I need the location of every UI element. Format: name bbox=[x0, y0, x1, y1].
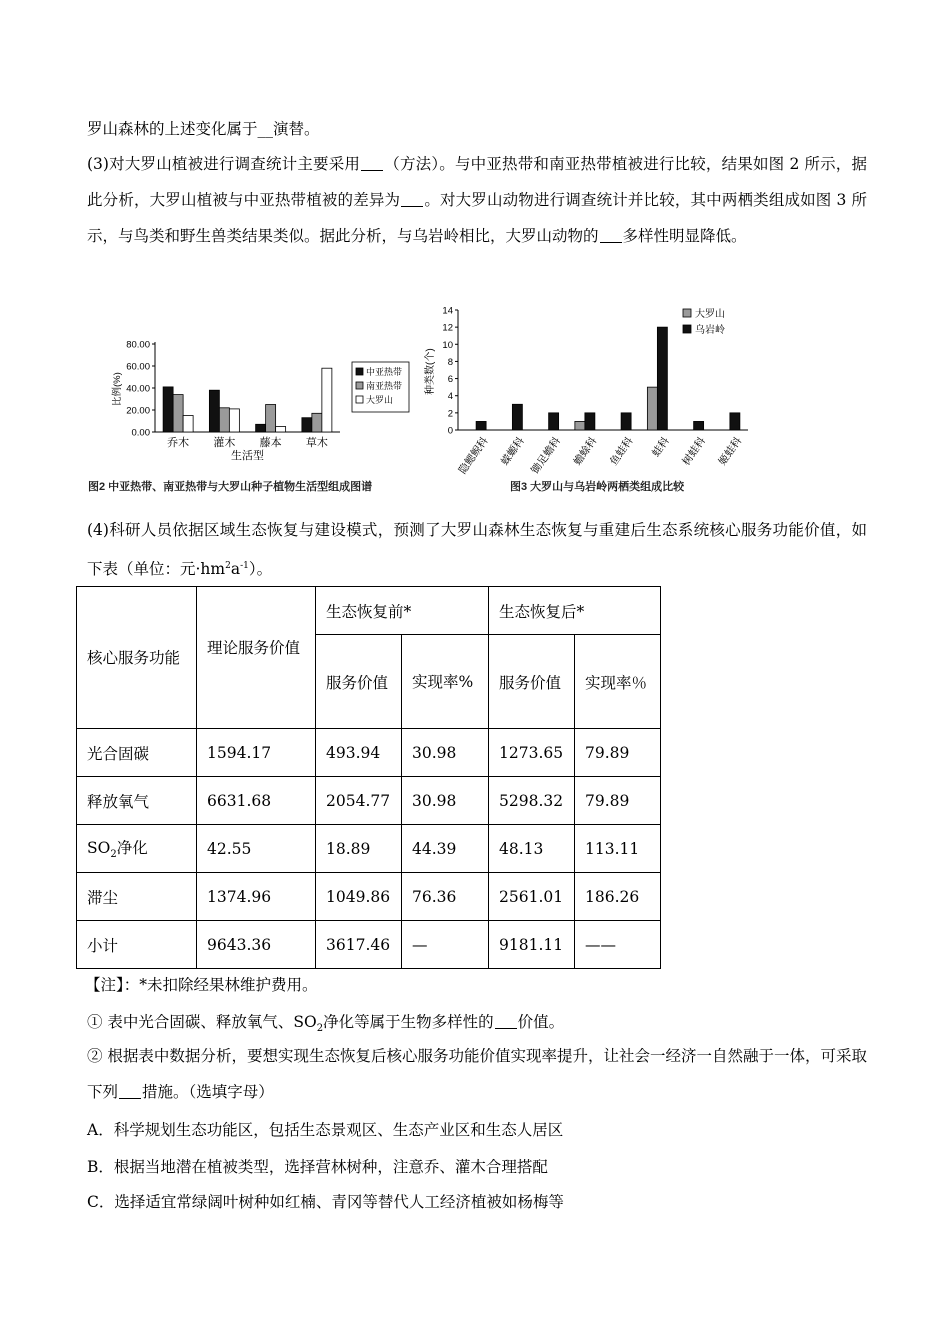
figure-2-chart bbox=[80, 325, 420, 500]
x-tick-label: 蟾蜍科 bbox=[571, 435, 600, 468]
header-service-value-before: 服务价值 bbox=[316, 635, 402, 729]
x-tick-label: 蝾螈科 bbox=[498, 435, 527, 468]
legend-label: 乌岩岭 bbox=[695, 325, 725, 336]
x-tick-label: 蛙科 bbox=[649, 435, 672, 460]
x-tick-label: 姬蛙科 bbox=[716, 435, 745, 468]
answer-blank[interactable] bbox=[119, 1084, 141, 1099]
y-tick-label: 40.00 bbox=[126, 383, 150, 395]
cell-after-rate: 113.11 bbox=[575, 825, 661, 873]
bar bbox=[183, 416, 193, 433]
bar bbox=[276, 427, 286, 433]
header-theory-value: 理论服务价值 bbox=[197, 587, 316, 729]
question-3 bbox=[87, 146, 867, 254]
bar bbox=[256, 424, 266, 432]
y-tick-label: 2 bbox=[447, 408, 453, 420]
sub-question-2: ② 根据表中数据分析，要想实现生态恢复后核心服务功能价值实现率提升，让社会一经济一自然融于一体，可采取下列 措施。（选填字母） bbox=[87, 1047, 867, 1101]
cell-after-rate: 79.89 bbox=[575, 729, 661, 777]
cell-after-rate: —— bbox=[575, 921, 661, 969]
x-tick-label: 鱼蛙科 bbox=[607, 435, 636, 468]
bar bbox=[302, 418, 312, 432]
cell-before-rate: — bbox=[402, 921, 489, 969]
y-axis-label: 比例(%) bbox=[112, 372, 123, 406]
y-tick-label: 80.00 bbox=[126, 339, 150, 351]
cell-theory: 1374.96 bbox=[197, 873, 316, 921]
figure-2-caption: 图2 中亚热带、南亚热带与大罗山种子植物生活型组成图谱 bbox=[88, 481, 373, 493]
table-row bbox=[77, 729, 661, 777]
y-tick-label: 0.00 bbox=[131, 427, 150, 439]
cell-before-value: 1049.86 bbox=[316, 873, 402, 921]
service-value-table bbox=[76, 586, 661, 969]
answer-blank[interactable] bbox=[600, 228, 622, 243]
cell-after-value: 5298.32 bbox=[489, 777, 575, 825]
y-tick-label: 6 bbox=[447, 374, 453, 386]
y-tick-label: 8 bbox=[447, 356, 453, 368]
row-name: 小计 bbox=[77, 921, 197, 969]
y-tick-label: 12 bbox=[442, 322, 453, 334]
cell-after-rate: 79.89 bbox=[575, 777, 661, 825]
intro-line: 罗山森林的上述变化属于__演替。 bbox=[87, 120, 320, 138]
legend-swatch bbox=[356, 382, 363, 389]
q3-part2: （方法）。与中亚热带和南亚热带植被进行比较，结果如图 2 所示，据此分析，大罗山植被与中亚热带植被的差异为 bbox=[87, 155, 867, 209]
x-tick-label: 树蛙科 bbox=[680, 435, 709, 468]
cell-after-value: 9181.11 bbox=[489, 921, 575, 969]
option-c[interactable]: C．选择适宜常绿阔叶树种如红楠、青冈等替代人工经济植被如杨梅等 bbox=[87, 1193, 564, 1211]
y-tick-label: 4 bbox=[447, 391, 453, 403]
cell-theory: 42.55 bbox=[197, 825, 316, 873]
answer-blank[interactable] bbox=[361, 156, 383, 171]
cell-before-rate: 30.98 bbox=[402, 729, 489, 777]
header-before-restoration: 生态恢复前* bbox=[316, 587, 489, 635]
cell-before-rate: 30.98 bbox=[402, 777, 489, 825]
x-tick-label: 藤本 bbox=[259, 437, 282, 449]
cell-after-value: 48.13 bbox=[489, 825, 575, 873]
y-tick-label: 10 bbox=[442, 339, 453, 351]
y-tick-label: 0 bbox=[447, 425, 453, 437]
answer-blank[interactable] bbox=[401, 192, 423, 207]
q3-part1: (3)对大罗山植被进行调查统计主要采用 bbox=[87, 155, 361, 173]
cell-after-value: 2561.01 bbox=[489, 873, 575, 921]
cell-before-value: 493.94 bbox=[316, 729, 402, 777]
row-name: 滞尘 bbox=[77, 873, 197, 921]
y-tick-label: 60.00 bbox=[126, 361, 150, 373]
legend-swatch bbox=[356, 368, 363, 375]
cell-before-rate: 44.39 bbox=[402, 825, 489, 873]
header-rate-after: 实现率％ bbox=[575, 635, 661, 729]
bar bbox=[322, 368, 332, 432]
table-row bbox=[77, 777, 661, 825]
x-tick-label: 隐鳃鲵科 bbox=[456, 435, 491, 477]
cell-before-rate: 76.36 bbox=[402, 873, 489, 921]
table-row bbox=[77, 921, 661, 969]
q4-part2: ）。 bbox=[248, 560, 273, 579]
legend-swatch bbox=[356, 396, 363, 403]
x-tick-label: 草木 bbox=[305, 437, 328, 449]
bar bbox=[219, 408, 229, 432]
unit-a: a bbox=[230, 560, 241, 579]
x-tick-label: 乔木 bbox=[167, 437, 190, 449]
option-a[interactable]: A．科学规划生态功能区，包括生态景观区、生态产业区和生态人居区 bbox=[87, 1121, 564, 1139]
bar bbox=[549, 413, 559, 430]
bar bbox=[575, 421, 585, 430]
table-note: 【注】：*未扣除经果林维护费用。 bbox=[85, 976, 318, 994]
table-row bbox=[77, 873, 661, 921]
bar bbox=[585, 413, 595, 430]
x-tick-label: 灌木 bbox=[213, 437, 236, 449]
bar bbox=[621, 413, 631, 430]
bar bbox=[312, 413, 322, 432]
header-core-service: 核心服务功能 bbox=[77, 587, 197, 729]
x-axis-label: 生活型 bbox=[231, 450, 264, 462]
cell-before-value: 2054.77 bbox=[316, 777, 402, 825]
cell-theory: 9643.36 bbox=[197, 921, 316, 969]
legend-swatch bbox=[683, 325, 691, 333]
y-tick-label: 14 bbox=[442, 305, 453, 317]
bar bbox=[512, 404, 522, 430]
sub-question-1: ① 表中光合固碳、释放氧气、$SO_2$净化等属于生物多样性的 价值。 bbox=[87, 1013, 565, 1035]
bar bbox=[229, 409, 239, 432]
bar bbox=[730, 413, 740, 430]
cell-theory: 6631.68 bbox=[197, 777, 316, 825]
cell-after-value: 1273.65 bbox=[489, 729, 575, 777]
bar bbox=[657, 327, 667, 430]
unit-superscript-2: 2 bbox=[225, 561, 231, 571]
bar bbox=[209, 390, 219, 432]
header-rate-before: 实现率% bbox=[402, 635, 489, 729]
cell-after-rate: 186.26 bbox=[575, 873, 661, 921]
q4-part1: (4)科研人员依据区域生态恢复与建设模式，预测了大罗山森林生态恢复与重建后生态系统核心服务功能价值，如下表（单位：元·hm bbox=[87, 521, 867, 579]
y-tick-label: 20.00 bbox=[126, 405, 150, 417]
x-tick-label: 锄足蟾科 bbox=[529, 435, 564, 477]
row-name: 释放氧气 bbox=[77, 777, 197, 825]
q3-part4: 多样性明显降低。 bbox=[622, 227, 747, 245]
row-name: 光合固碳 bbox=[77, 729, 197, 777]
unit-superscript-minus1: -1 bbox=[240, 561, 249, 571]
figure-3-caption: 图3 大罗山与乌岩岭两栖类组成比较 bbox=[510, 481, 685, 493]
cell-theory: 1594.17 bbox=[197, 729, 316, 777]
bar bbox=[266, 405, 276, 433]
answer-blank[interactable] bbox=[495, 1014, 517, 1029]
bar bbox=[163, 387, 173, 432]
y-axis-label: 种类数(个) bbox=[425, 348, 436, 395]
legend-label: 大罗山 bbox=[695, 309, 725, 320]
option-b[interactable]: B．根据当地潜在植被类型，选择营林树种，注意乔、灌木合理搭配 bbox=[87, 1158, 548, 1176]
bar bbox=[476, 421, 486, 430]
question-4 bbox=[87, 512, 867, 587]
legend-label: 南亚热带 bbox=[366, 381, 403, 391]
figure-3-chart bbox=[418, 300, 778, 500]
bar bbox=[173, 395, 183, 432]
q3-part3: 。对大罗山动物进行调查统计并比较，其中两栖类组成如图 3 所示，与鸟类和野生兽类结果类似。据此分析，与乌岩岭相比，大罗山动物的 bbox=[87, 191, 867, 245]
legend-label: 中亚热带 bbox=[366, 367, 403, 377]
cell-before-value: 18.89 bbox=[316, 825, 402, 873]
row-name: $SO_2$净化 bbox=[77, 825, 197, 873]
header-after-restoration: 生态恢复后* bbox=[489, 587, 661, 635]
legend-swatch bbox=[683, 309, 691, 317]
cell-before-value: 3617.46 bbox=[316, 921, 402, 969]
table-row bbox=[77, 825, 661, 873]
header-service-value-after: 服务价值 bbox=[489, 635, 575, 729]
legend-label: 大罗山 bbox=[366, 395, 394, 405]
bar bbox=[647, 387, 657, 430]
bar bbox=[694, 421, 704, 430]
